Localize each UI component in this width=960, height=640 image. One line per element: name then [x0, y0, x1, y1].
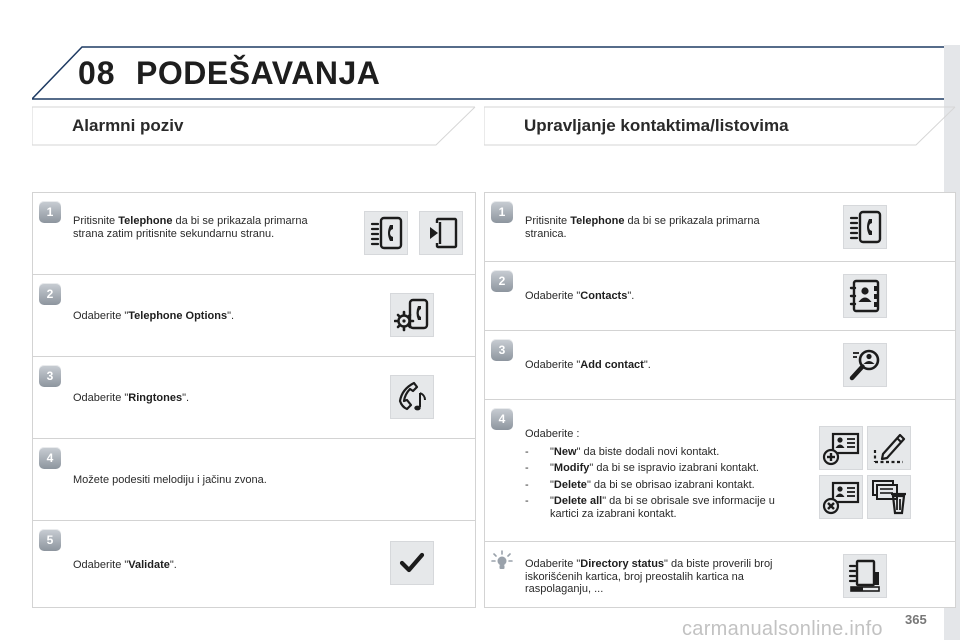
option-list	[525, 446, 805, 521]
step-1	[33, 193, 475, 275]
ringtones-icon[interactable]	[390, 375, 434, 419]
section-header-alarm-call	[32, 106, 476, 146]
modify-contact-icon[interactable]	[867, 426, 911, 470]
step-number-badge: 4	[39, 447, 61, 469]
step-3	[33, 357, 475, 439]
watermark: carmanualsonline.info	[682, 618, 883, 640]
step-number-badge: 3	[39, 365, 61, 387]
step-number-badge: 2	[491, 270, 513, 292]
add-contact-icon[interactable]	[843, 343, 887, 387]
new-contact-icon[interactable]	[819, 426, 863, 470]
step-number-badge: 1	[39, 201, 61, 223]
alarm-call-steps	[32, 192, 476, 608]
telephone-main-icon[interactable]	[364, 211, 408, 255]
telephone-main-icon[interactable]	[843, 205, 887, 249]
step-4	[33, 439, 475, 521]
contacts-icon[interactable]	[843, 274, 887, 318]
step-5	[33, 521, 475, 607]
step-1	[485, 193, 955, 262]
option-delete: - "Delete" da bi se obrisao izabrani kontakt.	[525, 478, 755, 491]
delete-all-icon[interactable]	[867, 475, 911, 519]
telephone-secondary-icon[interactable]	[419, 211, 463, 255]
step-text: Odaberite "Telephone Options".	[73, 310, 235, 322]
step-text: Odaberite : - "New" da biste dodali novi kontakt. - "Modify" da bi se ispravio izabrani kontakt. - "Delete" da bi se obrisao izabrani kontakt. - "Delete all" da bi se obrisale sve informacije u kartici za izabrani kontakt.	[525, 428, 805, 524]
contacts-steps	[484, 192, 956, 608]
step-number-badge: 5	[39, 529, 61, 551]
step-text: Pritisnite Telephone da bi se prikazala primarna strana zatim pritisnite sekundarnu stranu.	[73, 215, 308, 240]
telephone-options-icon[interactable]	[390, 293, 434, 337]
option-delete-all: - "Delete all" da bi se obrisale sve informacije u kartici za izabrani kontakt.	[525, 495, 775, 520]
delete-contact-icon[interactable]	[819, 475, 863, 519]
page-number: 365	[905, 612, 927, 627]
step-text: Pritisnite Telephone da bi se prikazala primarna stranica.	[525, 215, 760, 240]
step-text: Odaberite "Directory status" da biste proverili broj iskorišćenih kartica, broj preostalih kartica na raspolaganju, ...	[525, 558, 773, 595]
directory-status-icon[interactable]	[843, 554, 887, 598]
step-2	[485, 262, 955, 331]
chapter-number: 08	[78, 55, 116, 91]
option-new: - "New" da biste dodali novi kontakt.	[525, 445, 720, 458]
step-4	[485, 400, 955, 542]
step-text: Odaberite "Add contact".	[525, 359, 651, 371]
step-text: Odaberite "Ringtones".	[73, 392, 190, 404]
step-3	[485, 331, 955, 400]
chapter-header	[32, 45, 956, 101]
bulb-icon	[491, 550, 513, 572]
step-number-badge: 2	[39, 283, 61, 305]
step-text: Odaberite "Validate".	[73, 559, 177, 571]
step-text: Odaberite "Contacts".	[525, 290, 635, 302]
step-number-badge: 4	[491, 408, 513, 430]
step-tip	[485, 542, 955, 607]
step-number-badge: 3	[491, 339, 513, 361]
step-number-badge: 1	[491, 201, 513, 223]
option-modify: - "Modify" da bi se ispravio izabrani kontakt.	[525, 462, 759, 474]
section-title: Upravljanje kontaktima/listovima	[524, 116, 789, 135]
validate-icon[interactable]	[390, 541, 434, 585]
chapter-title: PODEŠAVANJA	[136, 55, 381, 91]
section-header-contacts	[484, 106, 956, 146]
step-2	[33, 275, 475, 357]
step-text: Možete podesiti melodiju i jačinu zvona.	[73, 474, 267, 486]
section-title: Alarmni poziv	[72, 116, 184, 135]
